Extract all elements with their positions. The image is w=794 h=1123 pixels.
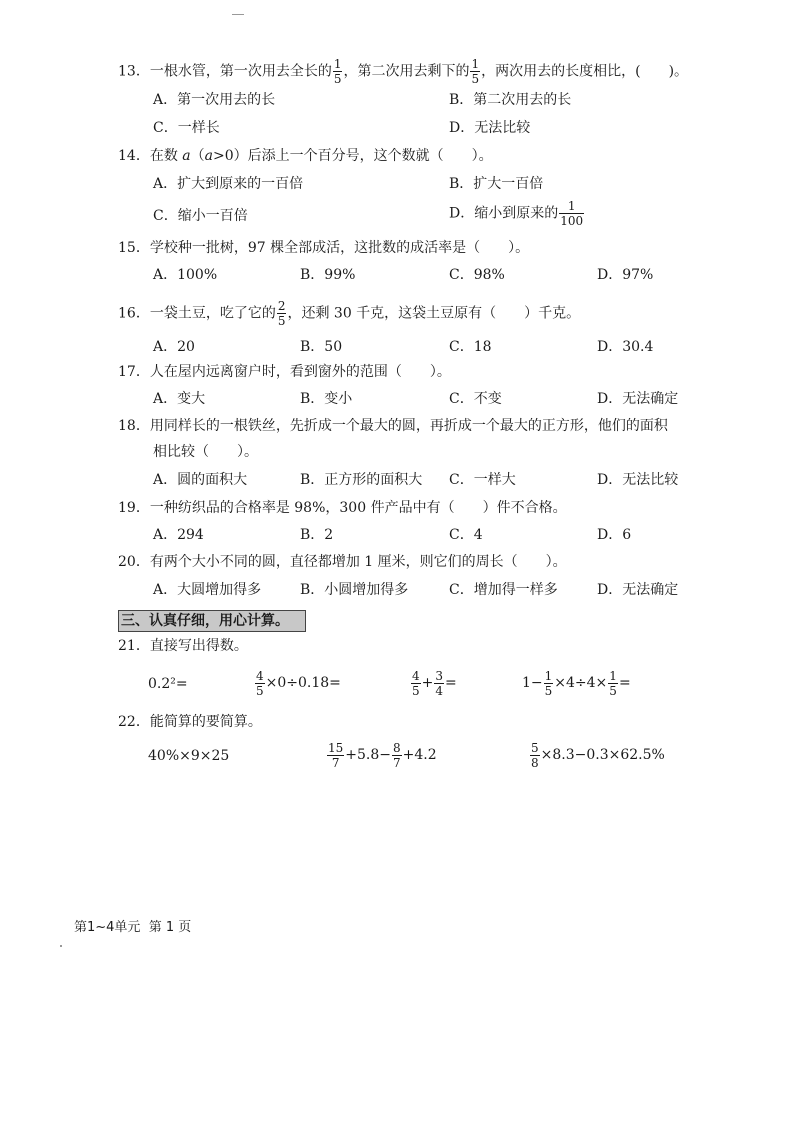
numerator: 3 (435, 668, 444, 683)
operator: = (445, 675, 457, 691)
option-c: C．98% (449, 267, 505, 283)
expression-22-1: 40%×9×25 (148, 748, 230, 764)
fraction (411, 670, 421, 697)
expression-22-3 (529, 738, 665, 772)
denominator: 5 (412, 683, 420, 698)
expression-21-3 (410, 666, 457, 700)
option-a: A．294 (153, 527, 204, 543)
option-d: D．6 (597, 527, 632, 543)
option-c: C．一样长 (153, 120, 220, 136)
denominator: 100 (560, 214, 584, 228)
question-18-line2: 相比较（ ）。 (153, 444, 258, 460)
denominator: 8 (531, 755, 539, 770)
question-number: 15． (118, 240, 150, 256)
option-c: C．4 (449, 527, 483, 543)
fraction (470, 58, 480, 85)
numerator: 15 (328, 740, 344, 755)
expression-text: +5.8− (345, 747, 392, 763)
operator: + (421, 675, 434, 691)
numerator: 1 (333, 57, 342, 71)
question-text: 一袋土豆，吃了它的 (149, 305, 276, 322)
option-a: A．100% (153, 267, 218, 283)
denominator: 7 (331, 755, 340, 770)
option-c: C．不变 (449, 391, 502, 407)
option-c: C．缩小一百倍 (153, 208, 248, 224)
question-text: 能简算的要简算。 (149, 714, 262, 730)
section-heading: 三、认真仔细，用心计算。 (118, 610, 306, 632)
option-d (449, 200, 585, 227)
option-d: D．无法确定 (597, 391, 679, 407)
option-b: B．正方形的面积大 (300, 472, 423, 488)
option-a: A．圆的面积大 (153, 472, 248, 488)
fraction (333, 58, 343, 85)
question-text: ，还剩 30 千克，这袋土豆原有（ ）千克。 (287, 305, 581, 322)
denominator: 5 (277, 314, 286, 328)
question-text: 学校种一批树，97 棵全部成活，这批数的成活率是（ ）。 (149, 240, 530, 256)
numerator: 1 (471, 57, 480, 71)
question-text: ，第二次用去剩下的 (343, 63, 470, 80)
question-number: 16． (118, 305, 150, 322)
fraction (530, 742, 540, 769)
fraction (255, 670, 265, 697)
denominator: 5 (471, 72, 480, 86)
numerator: 4 (256, 668, 264, 683)
variable: a (182, 148, 191, 164)
option-b: B．小圆增加得多 (300, 582, 409, 598)
question-text: >0）后添上一个百分号，这个数就（ ）。 (213, 148, 493, 164)
page-footer (74, 916, 191, 935)
expression-text: +4.2 (402, 747, 437, 763)
option-d: D．97% (597, 267, 654, 283)
question-text: 人在屋内远离窗户时，看到窗外的范围（ ）。 (149, 364, 451, 380)
option-b: B．扩大一百倍 (449, 176, 544, 192)
question-number: 19． (118, 500, 150, 516)
unit-label: 第1~4单元 (74, 920, 141, 935)
question-text: 一根水管，第一次用去全长的 (149, 63, 332, 80)
option-c: C．18 (449, 339, 492, 355)
option-text: D．缩小到原来的 (449, 205, 559, 222)
option-a: A．第一次用去的长 (153, 92, 276, 108)
numerator: 1 (559, 200, 584, 214)
question-text: 在数 (149, 148, 183, 164)
option-d: D．无法比较 (449, 120, 531, 136)
numerator: 4 (412, 668, 420, 683)
numerator: 1 (609, 668, 617, 683)
scan-speck (232, 14, 244, 15)
option-a: A．20 (153, 339, 195, 355)
expression-22-2 (326, 738, 437, 772)
option-b: B．变小 (300, 391, 353, 407)
denominator: 5 (609, 683, 617, 698)
fraction (327, 742, 344, 769)
expression-text: 1− (522, 675, 543, 691)
numerator: 1 (544, 668, 553, 683)
option-a: A．大圆增加得多 (153, 582, 262, 598)
question-16 (118, 300, 580, 327)
question-14 (118, 146, 493, 166)
question-number: 20． (118, 554, 150, 570)
option-a: A．变大 (153, 391, 206, 407)
question-text: 一种纺织品的合格率是 98%，300 件产品中有（ ）件不合格。 (149, 500, 567, 516)
option-a: A．扩大到原来的一百倍 (153, 176, 304, 192)
fraction (559, 200, 584, 227)
denominator: 5 (544, 683, 553, 698)
question-number: 13． (118, 63, 150, 80)
option-b: B．99% (300, 267, 356, 283)
question-number: 22． (118, 714, 150, 730)
option-b: B．50 (300, 339, 343, 355)
option-b: B．第二次用去的长 (449, 92, 572, 108)
option-b: B．2 (300, 527, 334, 543)
scan-speck (60, 945, 62, 947)
expression-21-1: 0.2²= (148, 676, 188, 692)
expression-text: ×4÷4× (554, 675, 608, 691)
question-18 (118, 416, 668, 436)
numerator: 5 (531, 740, 539, 755)
question-number: 17． (118, 364, 150, 380)
option-d: D．30.4 (597, 339, 654, 355)
question-text: 用同样长的一根铁丝，先折成一个最大的圆，再折成一个最大的正方形，他们的面积 (149, 418, 668, 434)
question-15 (118, 238, 529, 258)
question-17 (118, 362, 451, 382)
question-19 (118, 498, 567, 518)
option-c: C．一样大 (449, 472, 516, 488)
option-d: D．无法确定 (597, 582, 679, 598)
fraction (608, 670, 618, 697)
fraction (544, 670, 554, 697)
option-c: C．增加得一样多 (449, 582, 558, 598)
variable: a (204, 148, 213, 164)
question-number: 21． (118, 638, 150, 654)
page-number: 第 1 页 (148, 920, 192, 935)
question-number: 18． (118, 418, 150, 434)
expression-21-4 (522, 666, 631, 700)
question-text: ，两次用去的长度相比，( )。 (481, 63, 689, 80)
question-22 (118, 712, 262, 732)
option-d: D．无法比较 (597, 472, 679, 488)
question-20 (118, 552, 567, 572)
expression-21-2 (254, 666, 341, 700)
question-number: 14． (118, 148, 150, 164)
question-13 (118, 58, 688, 85)
numerator: 2 (277, 299, 286, 313)
expression-text: ×0÷0.18= (265, 675, 341, 691)
question-text: （ (190, 148, 205, 164)
denominator: 5 (256, 683, 264, 698)
question-21 (118, 636, 248, 656)
question-text: 有两个大小不同的圆，直径都增加 1 厘米，则它们的周长（ ）。 (149, 554, 567, 570)
denominator: 4 (435, 683, 444, 698)
question-text: 直接写出得数。 (149, 638, 248, 654)
fraction (434, 670, 444, 697)
operator: = (618, 675, 631, 691)
fraction (392, 742, 402, 769)
denominator: 5 (333, 72, 342, 86)
fraction (277, 300, 287, 327)
numerator: 8 (393, 740, 401, 755)
denominator: 7 (393, 755, 401, 770)
expression-text: ×8.3−0.3×62.5% (540, 747, 665, 763)
